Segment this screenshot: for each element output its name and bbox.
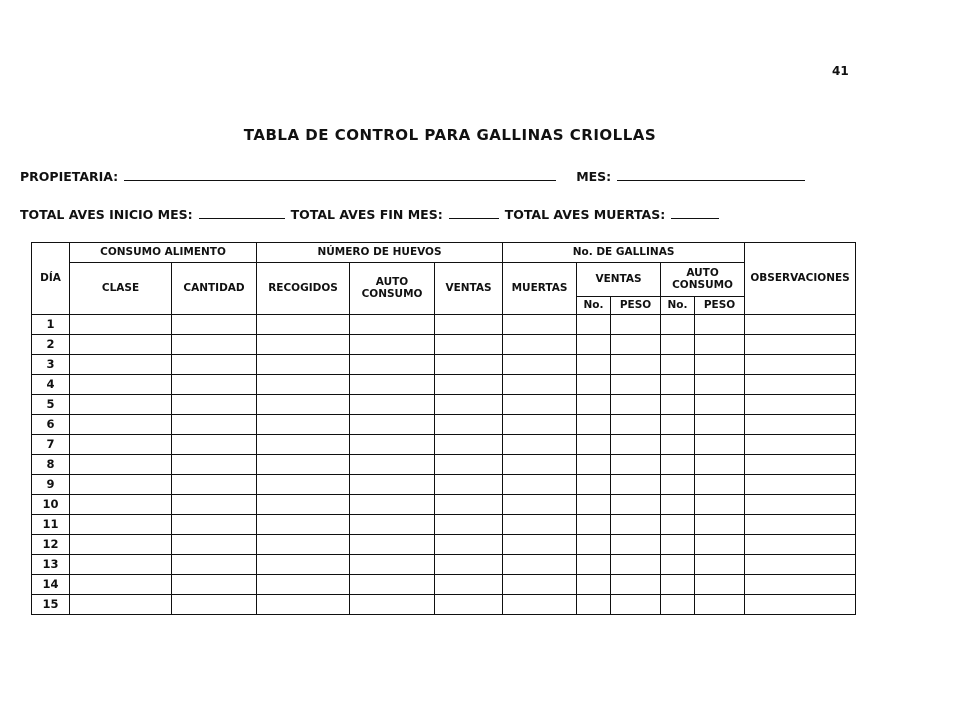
- table-row: [32, 495, 856, 515]
- table-row: [32, 435, 856, 455]
- entry-cell[interactable]: [350, 355, 435, 375]
- entry-cell[interactable]: [350, 595, 435, 615]
- entry-cell[interactable]: [695, 535, 745, 555]
- page-title: TABLA DE CONTROL PARA GALLINAS CRIOLLAS: [243, 126, 657, 144]
- entry-cell[interactable]: [695, 575, 745, 595]
- entry-cell[interactable]: [695, 515, 745, 535]
- entry-cell[interactable]: [745, 535, 856, 555]
- table-row: [32, 395, 856, 415]
- entry-cell[interactable]: [172, 435, 257, 455]
- entry-cell[interactable]: [435, 335, 503, 355]
- entry-cell[interactable]: [661, 495, 695, 515]
- entry-cell[interactable]: [350, 475, 435, 495]
- entry-cell[interactable]: [577, 555, 611, 575]
- total-muertas-label: TOTAL AVES MUERTAS:: [504, 207, 666, 222]
- entry-cell[interactable]: [172, 555, 257, 575]
- entry-cell[interactable]: [257, 515, 350, 535]
- header-no-gallinas: No. DE GALLINAS: [503, 243, 745, 263]
- entry-cell[interactable]: [577, 495, 611, 515]
- entry-cell[interactable]: [350, 335, 435, 355]
- day-number: 6: [32, 415, 70, 435]
- entry-cell[interactable]: [611, 535, 661, 555]
- entry-cell[interactable]: [503, 435, 577, 455]
- entry-cell[interactable]: [611, 495, 661, 515]
- header-cantidad: CANTIDAD: [172, 263, 257, 315]
- entry-cell[interactable]: [745, 575, 856, 595]
- entry-cell[interactable]: [503, 575, 577, 595]
- mes-label: MES:: [576, 169, 612, 184]
- entry-cell[interactable]: [661, 515, 695, 535]
- entry-cell[interactable]: [435, 475, 503, 495]
- entry-cell[interactable]: [661, 415, 695, 435]
- entry-cell[interactable]: [503, 515, 577, 535]
- entry-cell[interactable]: [745, 335, 856, 355]
- entry-cell[interactable]: [745, 315, 856, 335]
- entry-cell[interactable]: [503, 375, 577, 395]
- entry-cell[interactable]: [577, 335, 611, 355]
- day-number: 9: [32, 475, 70, 495]
- table-row: [32, 415, 856, 435]
- entry-cell[interactable]: [70, 495, 172, 515]
- entry-cell[interactable]: [503, 475, 577, 495]
- day-number: 2: [32, 335, 70, 355]
- entry-cell[interactable]: [745, 415, 856, 435]
- entry-cell[interactable]: [257, 315, 350, 335]
- entry-cell[interactable]: [172, 495, 257, 515]
- entry-cell[interactable]: [745, 495, 856, 515]
- entry-cell[interactable]: [350, 415, 435, 435]
- entry-cell[interactable]: [577, 315, 611, 335]
- entry-cell[interactable]: [695, 395, 745, 415]
- entry-cell[interactable]: [611, 475, 661, 495]
- entry-cell[interactable]: [435, 595, 503, 615]
- entry-cell[interactable]: [661, 395, 695, 415]
- entry-cell[interactable]: [350, 315, 435, 335]
- entry-cell[interactable]: [435, 495, 503, 515]
- entry-cell[interactable]: [611, 375, 661, 395]
- header-ventas-gallinas: VENTAS: [577, 263, 661, 297]
- entry-cell[interactable]: [661, 315, 695, 335]
- entry-cell[interactable]: [257, 555, 350, 575]
- header-autoconsumo-no: No.: [661, 297, 695, 315]
- entry-cell[interactable]: [435, 395, 503, 415]
- entry-cell[interactable]: [503, 535, 577, 555]
- entry-cell[interactable]: [611, 415, 661, 435]
- entry-cell[interactable]: [257, 375, 350, 395]
- entry-cell[interactable]: [695, 315, 745, 335]
- entry-cell[interactable]: [350, 435, 435, 455]
- entry-cell[interactable]: [503, 455, 577, 475]
- entry-cell[interactable]: [257, 415, 350, 435]
- header-numero-huevos: NÚMERO DE HUEVOS: [257, 243, 503, 263]
- entry-cell[interactable]: [577, 575, 611, 595]
- entry-cell[interactable]: [435, 455, 503, 475]
- entry-cell[interactable]: [70, 575, 172, 595]
- entry-cell[interactable]: [503, 495, 577, 515]
- day-number: 8: [32, 455, 70, 475]
- entry-cell[interactable]: [661, 435, 695, 455]
- entry-cell[interactable]: [577, 395, 611, 415]
- entry-cell[interactable]: [70, 555, 172, 575]
- entry-cell[interactable]: [435, 435, 503, 455]
- owner-month-row: [20, 168, 811, 184]
- entry-cell[interactable]: [70, 355, 172, 375]
- day-number: 12: [32, 535, 70, 555]
- entry-cell[interactable]: [745, 475, 856, 495]
- entry-cell[interactable]: [70, 535, 172, 555]
- entry-cell[interactable]: [257, 595, 350, 615]
- entry-cell[interactable]: [350, 575, 435, 595]
- entry-cell[interactable]: [577, 515, 611, 535]
- table-row: [32, 595, 856, 615]
- entry-cell[interactable]: [257, 435, 350, 455]
- header-consumo-alimento: CONSUMO ALIMENTO: [70, 243, 257, 263]
- entry-cell[interactable]: [70, 435, 172, 455]
- table-row: [32, 335, 856, 355]
- table-row: [32, 535, 856, 555]
- entry-cell[interactable]: [577, 535, 611, 555]
- entry-cell[interactable]: [503, 355, 577, 375]
- entry-cell[interactable]: [577, 595, 611, 615]
- entry-cell[interactable]: [745, 455, 856, 475]
- total-inicio-label: TOTAL AVES INICIO MES:: [20, 207, 193, 222]
- control-table: [31, 242, 856, 615]
- header-auto-consumo-gallinas: AUTO CONSUMO: [661, 263, 745, 297]
- entry-cell[interactable]: [70, 415, 172, 435]
- entry-cell[interactable]: [611, 595, 661, 615]
- entry-cell[interactable]: [611, 515, 661, 535]
- entry-cell[interactable]: [70, 455, 172, 475]
- entry-cell[interactable]: [257, 335, 350, 355]
- day-number: 15: [32, 595, 70, 615]
- entry-cell[interactable]: [435, 315, 503, 335]
- table-row: [32, 315, 856, 335]
- day-number: 1: [32, 315, 70, 335]
- entry-cell[interactable]: [745, 375, 856, 395]
- day-number: 10: [32, 495, 70, 515]
- entry-cell[interactable]: [661, 475, 695, 495]
- table-row: [32, 355, 856, 375]
- entry-cell[interactable]: [350, 455, 435, 475]
- entry-cell[interactable]: [172, 575, 257, 595]
- entry-cell[interactable]: [350, 535, 435, 555]
- total-fin-blank[interactable]: [449, 206, 499, 219]
- entry-cell[interactable]: [70, 475, 172, 495]
- entry-cell[interactable]: [695, 415, 745, 435]
- entry-cell[interactable]: [172, 595, 257, 615]
- entry-cell[interactable]: [350, 555, 435, 575]
- day-number: 7: [32, 435, 70, 455]
- entry-cell[interactable]: [745, 595, 856, 615]
- total-inicio-blank[interactable]: [199, 206, 285, 219]
- entry-cell[interactable]: [172, 535, 257, 555]
- propietaria-label: PROPIETARIA:: [20, 169, 119, 184]
- entry-cell[interactable]: [172, 395, 257, 415]
- entry-cell[interactable]: [611, 575, 661, 595]
- entry-cell[interactable]: [695, 595, 745, 615]
- entry-cell[interactable]: [257, 575, 350, 595]
- entry-cell[interactable]: [435, 355, 503, 375]
- day-number: 4: [32, 375, 70, 395]
- totals-row: [20, 206, 725, 222]
- entry-cell[interactable]: [257, 535, 350, 555]
- table-row: [32, 475, 856, 495]
- header-observaciones: OBSERVACIONES: [745, 243, 856, 315]
- entry-cell[interactable]: [70, 395, 172, 415]
- entry-cell[interactable]: [172, 355, 257, 375]
- entry-cell[interactable]: [172, 515, 257, 535]
- table-row: [32, 575, 856, 595]
- entry-cell[interactable]: [435, 515, 503, 535]
- header-ventas-peso: PESO: [611, 297, 661, 315]
- entry-cell[interactable]: [695, 555, 745, 575]
- entry-cell[interactable]: [503, 595, 577, 615]
- entry-cell[interactable]: [661, 455, 695, 475]
- entry-cell[interactable]: [435, 555, 503, 575]
- header-autoconsumo-peso: PESO: [695, 297, 745, 315]
- entry-cell[interactable]: [695, 355, 745, 375]
- entry-cell[interactable]: [257, 395, 350, 415]
- entry-cell[interactable]: [70, 315, 172, 335]
- entry-cell[interactable]: [611, 395, 661, 415]
- entry-cell[interactable]: [695, 375, 745, 395]
- header-ventas-huevos: VENTAS: [435, 263, 503, 315]
- day-number: 5: [32, 395, 70, 415]
- entry-cell[interactable]: [172, 455, 257, 475]
- entry-cell[interactable]: [611, 355, 661, 375]
- day-number: 14: [32, 575, 70, 595]
- entry-cell[interactable]: [577, 435, 611, 455]
- propietaria-blank[interactable]: [124, 168, 556, 181]
- entry-cell[interactable]: [172, 335, 257, 355]
- header-recogidos: RECOGIDOS: [257, 263, 350, 315]
- entry-cell[interactable]: [172, 415, 257, 435]
- header-clase: CLASE: [70, 263, 172, 315]
- entry-cell[interactable]: [70, 515, 172, 535]
- entry-cell[interactable]: [611, 335, 661, 355]
- day-number: 11: [32, 515, 70, 535]
- entry-cell[interactable]: [435, 415, 503, 435]
- entry-cell[interactable]: [577, 455, 611, 475]
- entry-cell[interactable]: [661, 535, 695, 555]
- total-fin-label: TOTAL AVES FIN MES:: [290, 207, 443, 222]
- entry-cell[interactable]: [695, 475, 745, 495]
- entry-cell[interactable]: [435, 575, 503, 595]
- total-muertas-blank[interactable]: [671, 206, 719, 219]
- entry-cell[interactable]: [257, 455, 350, 475]
- entry-cell[interactable]: [577, 355, 611, 375]
- header-dia: DÍA: [32, 243, 70, 315]
- entry-cell[interactable]: [577, 475, 611, 495]
- entry-cell[interactable]: [695, 455, 745, 475]
- mes-blank[interactable]: [617, 168, 805, 181]
- entry-cell[interactable]: [745, 515, 856, 535]
- entry-cell[interactable]: [503, 555, 577, 575]
- entry-cell[interactable]: [350, 375, 435, 395]
- table-row: [32, 455, 856, 475]
- entry-cell[interactable]: [661, 375, 695, 395]
- day-number: 13: [32, 555, 70, 575]
- entry-cell[interactable]: [661, 355, 695, 375]
- entry-cell[interactable]: [70, 375, 172, 395]
- entry-cell[interactable]: [350, 495, 435, 515]
- entry-cell[interactable]: [611, 455, 661, 475]
- entry-cell[interactable]: [611, 555, 661, 575]
- entry-cell[interactable]: [172, 315, 257, 335]
- entry-cell[interactable]: [257, 475, 350, 495]
- entry-cell[interactable]: [435, 375, 503, 395]
- table-row: [32, 555, 856, 575]
- entry-cell[interactable]: [661, 595, 695, 615]
- entry-cell[interactable]: [172, 375, 257, 395]
- entry-cell[interactable]: [661, 335, 695, 355]
- page-number: 41: [832, 64, 849, 78]
- day-number: 3: [32, 355, 70, 375]
- header-muertas: MUERTAS: [503, 263, 577, 315]
- entry-cell[interactable]: [695, 435, 745, 455]
- entry-cell[interactable]: [503, 335, 577, 355]
- entry-cell[interactable]: [350, 395, 435, 415]
- entry-cell[interactable]: [257, 355, 350, 375]
- entry-cell[interactable]: [257, 495, 350, 515]
- entry-cell[interactable]: [350, 515, 435, 535]
- entry-cell[interactable]: [503, 315, 577, 335]
- entry-cell[interactable]: [172, 475, 257, 495]
- table-row: [32, 375, 856, 395]
- entry-cell[interactable]: [661, 575, 695, 595]
- entry-cell[interactable]: [745, 555, 856, 575]
- entry-cell[interactable]: [611, 435, 661, 455]
- entry-cell[interactable]: [70, 595, 172, 615]
- entry-cell[interactable]: [611, 315, 661, 335]
- entry-cell[interactable]: [695, 495, 745, 515]
- entry-cell[interactable]: [503, 415, 577, 435]
- header-ventas-no: No.: [577, 297, 611, 315]
- entry-cell[interactable]: [745, 395, 856, 415]
- entry-cell[interactable]: [577, 375, 611, 395]
- header-auto-consumo-huevos: AUTO CONSUMO: [350, 263, 435, 315]
- entry-cell[interactable]: [70, 335, 172, 355]
- entry-cell[interactable]: [577, 415, 611, 435]
- entry-cell[interactable]: [745, 435, 856, 455]
- entry-cell[interactable]: [503, 395, 577, 415]
- entry-cell[interactable]: [695, 335, 745, 355]
- table-row: [32, 515, 856, 535]
- entry-cell[interactable]: [435, 535, 503, 555]
- entry-cell[interactable]: [661, 555, 695, 575]
- entry-cell[interactable]: [745, 355, 856, 375]
